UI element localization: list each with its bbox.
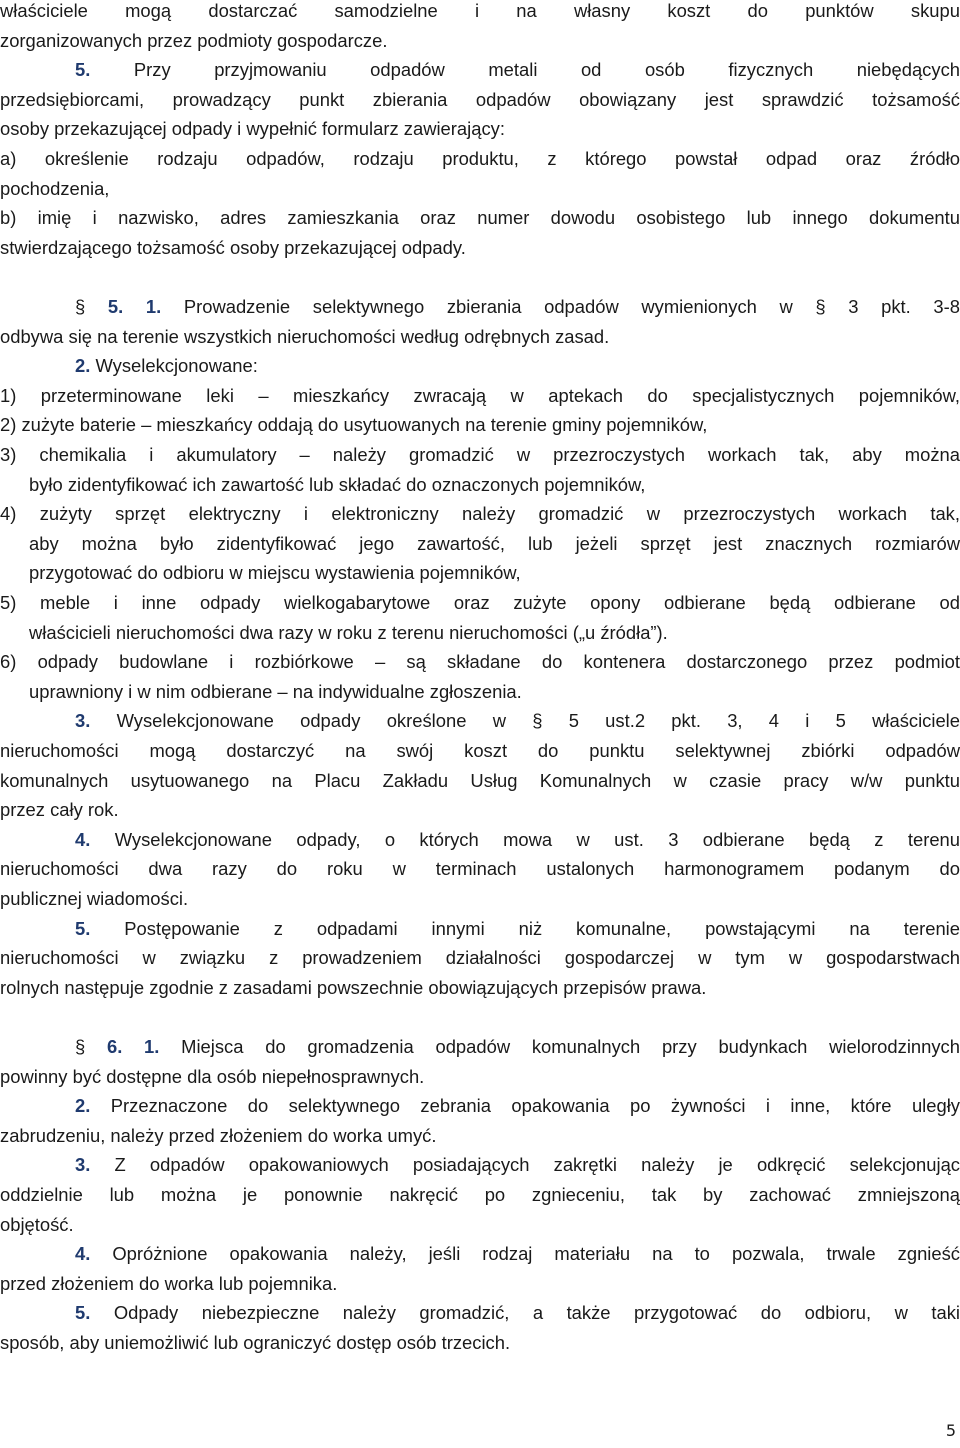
text-run: pochodzenia, <box>0 177 110 199</box>
text-line <box>0 1210 960 1240</box>
text-run: stwierdzającego tożsamość osoby przekazującej odpady. <box>0 236 466 258</box>
section-sign: § <box>75 1036 107 1057</box>
section-number: 6. 1. <box>106 1036 160 1057</box>
text-line <box>0 1062 960 1092</box>
text-line <box>75 55 960 85</box>
text-line <box>0 795 960 825</box>
text-run: osoby przekazującej odpady i wypełnić formularz zawierający: <box>0 118 505 140</box>
text-line <box>29 677 960 707</box>
section-number: 5. 1. <box>107 296 162 317</box>
text-line <box>0 854 960 884</box>
text-run: Miejsca do gromadzenia odpadów komunalnych przy budynkach wielorodzinnych <box>159 1036 960 1057</box>
text-run: nieruchomości mogą dostarczyć na swój koszt do punktu selektywnej zbiórki odpadów <box>0 740 960 761</box>
text-run: b) imię i nazwisko, adres zamieszkania oraz numer dowodu osobistego lub innego dokumentu <box>0 207 960 229</box>
text-run: 2) zużyte baterie – mieszkańcy oddają do usytuowanych na terenie gminy pojemników, <box>0 414 708 436</box>
text-line <box>0 647 960 677</box>
text-line <box>0 0 960 26</box>
text-line <box>29 558 960 588</box>
text-run: odbywa się na terenie wszystkich nieruchomości według odrębnych zasad. <box>0 325 610 347</box>
text-run: a) określenie rodzaju odpadów, rodzaju produktu, z którego powstał odpad oraz źródło <box>0 148 960 169</box>
page-number: 5 <box>945 1421 956 1440</box>
section-number: 3. <box>75 710 91 732</box>
text-run: komunalnych usytuowanego na Placu Zakładu Usług Komunalnych w czasie pracy w/w punktu <box>0 769 960 791</box>
text-run: właścicieli nieruchomości dwa razy w roku z terenu nieruchomości („u źródła”). <box>29 621 668 643</box>
text-line <box>0 174 960 204</box>
text-run: uprawniony i w nim odbierane – na indywidualne zgłoszenia. <box>29 680 522 702</box>
text-run: objętość. <box>0 1213 74 1235</box>
text-run: oddzielnie lub można je ponownie nakręcić po zgnieceniu, tak by zachować zmniejszoną <box>0 1184 960 1205</box>
text-run: przez cały rok. <box>0 799 119 821</box>
text-run: Przeznaczone do selektywnego zebrania opakowania po żywności i inne, które uległy <box>90 1095 960 1117</box>
text-run: przygotować do odbioru w miejscu wystawienia pojemników, <box>29 562 521 584</box>
text-run: 6) odpady budowlane i rozbiórkowe – są składane do kontenera dostarczonego przez podmiot <box>0 651 960 673</box>
text-line <box>75 825 960 855</box>
text-line <box>0 884 960 914</box>
text-line <box>75 292 960 322</box>
text-line <box>0 1121 960 1151</box>
text-line <box>0 1180 960 1210</box>
text-line <box>0 322 960 352</box>
text-line <box>0 1328 960 1358</box>
text-line <box>75 1150 960 1180</box>
text-run: Odpady niebezpieczne należy gromadzić, a także przygotować do odbioru, w taki <box>90 1302 960 1324</box>
text-line <box>0 499 960 529</box>
text-line <box>75 706 960 736</box>
text-line <box>0 114 960 144</box>
text-line <box>0 233 960 263</box>
section-number: 2. <box>75 1095 91 1117</box>
text-run: przed złożeniem do worka lub pojemnika. <box>0 1272 338 1294</box>
text-run: publicznej wiadomości. <box>0 888 189 909</box>
section-sign: § <box>75 296 108 317</box>
text-run: nieruchomości dwa razy do roku w terminach ustalonych harmonogramem podanym do <box>0 858 960 880</box>
text-run: właściciele mogą dostarczać samodzielne i na własny koszt do punktów skupu <box>0 0 960 21</box>
text-run: 3) chemikalia i akumulatory – należy gromadzić w przezroczystych workach tak, aby można <box>0 444 960 465</box>
text-line <box>0 381 960 411</box>
text-line <box>0 736 960 766</box>
text-run: było zidentyfikować ich zawartość lub składać do oznaczonych pojemników, <box>29 473 646 495</box>
text-run: powinny być dostępne dla osób niepełnosprawnych. <box>0 1065 425 1087</box>
text-run: nieruchomości w związku z prowadzeniem działalności gospodarczej w tym w gospodarstwach <box>0 947 960 969</box>
text-run: Prowadzenie selektywnego zbierania odpadów wymienionych w § 3 pkt. 3-8 <box>161 296 960 317</box>
section-number: 4. <box>75 828 91 850</box>
text-run: Wyselekcjonowane: <box>90 355 258 377</box>
section-number: 5. <box>75 59 91 81</box>
text-line <box>75 1239 960 1269</box>
text-line <box>0 943 960 973</box>
text-line <box>0 85 960 115</box>
text-line <box>0 1269 960 1299</box>
text-run: 4) zużyty sprzęt elektryczny i elektroniczny należy gromadzić w przezroczystych workach tak, <box>0 503 960 525</box>
section-number: 2. <box>75 355 91 377</box>
text-line <box>29 618 960 648</box>
text-run: zorganizowanych przez podmioty gospodarcze. <box>0 29 388 51</box>
text-run: Z odpadów opakowaniowych posiadających zakrętki należy je odkręcić selekcjonując <box>90 1154 960 1176</box>
text-line <box>0 144 960 174</box>
text-line <box>29 529 960 559</box>
section-number: 4. <box>75 1243 91 1265</box>
text-line <box>29 470 960 500</box>
text-line <box>75 1032 960 1062</box>
text-line <box>0 203 960 233</box>
text-run: 1) przeterminowane leki – mieszkańcy zwracają w aptekach do specjalistycznych pojemników, <box>0 384 960 406</box>
text-run: zabrudzeniu, należy przed złożeniem do worka umyć. <box>0 1124 437 1146</box>
text-line <box>75 1298 960 1328</box>
text-run: Przy przyjmowaniu odpadów metali od osób fizycznych niebędących <box>90 59 960 81</box>
text-run: rolnych następuje zgodnie z zasadami powszechnie obowiązujących przepisów prawa. <box>0 976 707 998</box>
text-run: Opróżnione opakowania należy, jeśli rodzaj materiału na to pozwala, trwale zgnieść <box>90 1243 960 1265</box>
section-number: 3. <box>75 1154 91 1176</box>
text-line <box>0 588 960 618</box>
text-run: 5) meble i inne odpady wielkogabarytowe oraz zużyte opony odbierane będą odbierane od <box>0 592 960 613</box>
text-line <box>75 1091 960 1121</box>
text-run: przedsiębiorcami, prowadzący punkt zbierania odpadów obowiązany jest sprawdzić tożsamość <box>0 88 960 110</box>
text-line <box>0 440 960 470</box>
text-line <box>75 914 960 944</box>
text-run: sposób, aby uniemożliwić lub ograniczyć dostęp osób trzecich. <box>0 1332 511 1353</box>
section-number: 5. <box>75 917 91 939</box>
text-run: Wyselekcjonowane odpady określone w § 5 ust.2 pkt. 3, 4 i 5 właściciele <box>90 710 960 732</box>
text-line <box>0 26 960 56</box>
section-number: 5. <box>75 1302 91 1324</box>
text-run: aby można było zidentyfikować jego zawartość, lub jeżeli sprzęt jest znacznych rozmiarów <box>29 532 960 554</box>
text-line <box>0 973 960 1003</box>
text-line <box>0 410 960 440</box>
text-run: Postępowanie z odpadami innymi niż komunalne, powstającymi na terenie <box>90 917 960 939</box>
text-line <box>0 766 960 796</box>
text-line <box>75 351 960 381</box>
text-run: Wyselekcjonowane odpady, o których mowa w ust. 3 odbierane będą z terenu <box>90 828 960 850</box>
